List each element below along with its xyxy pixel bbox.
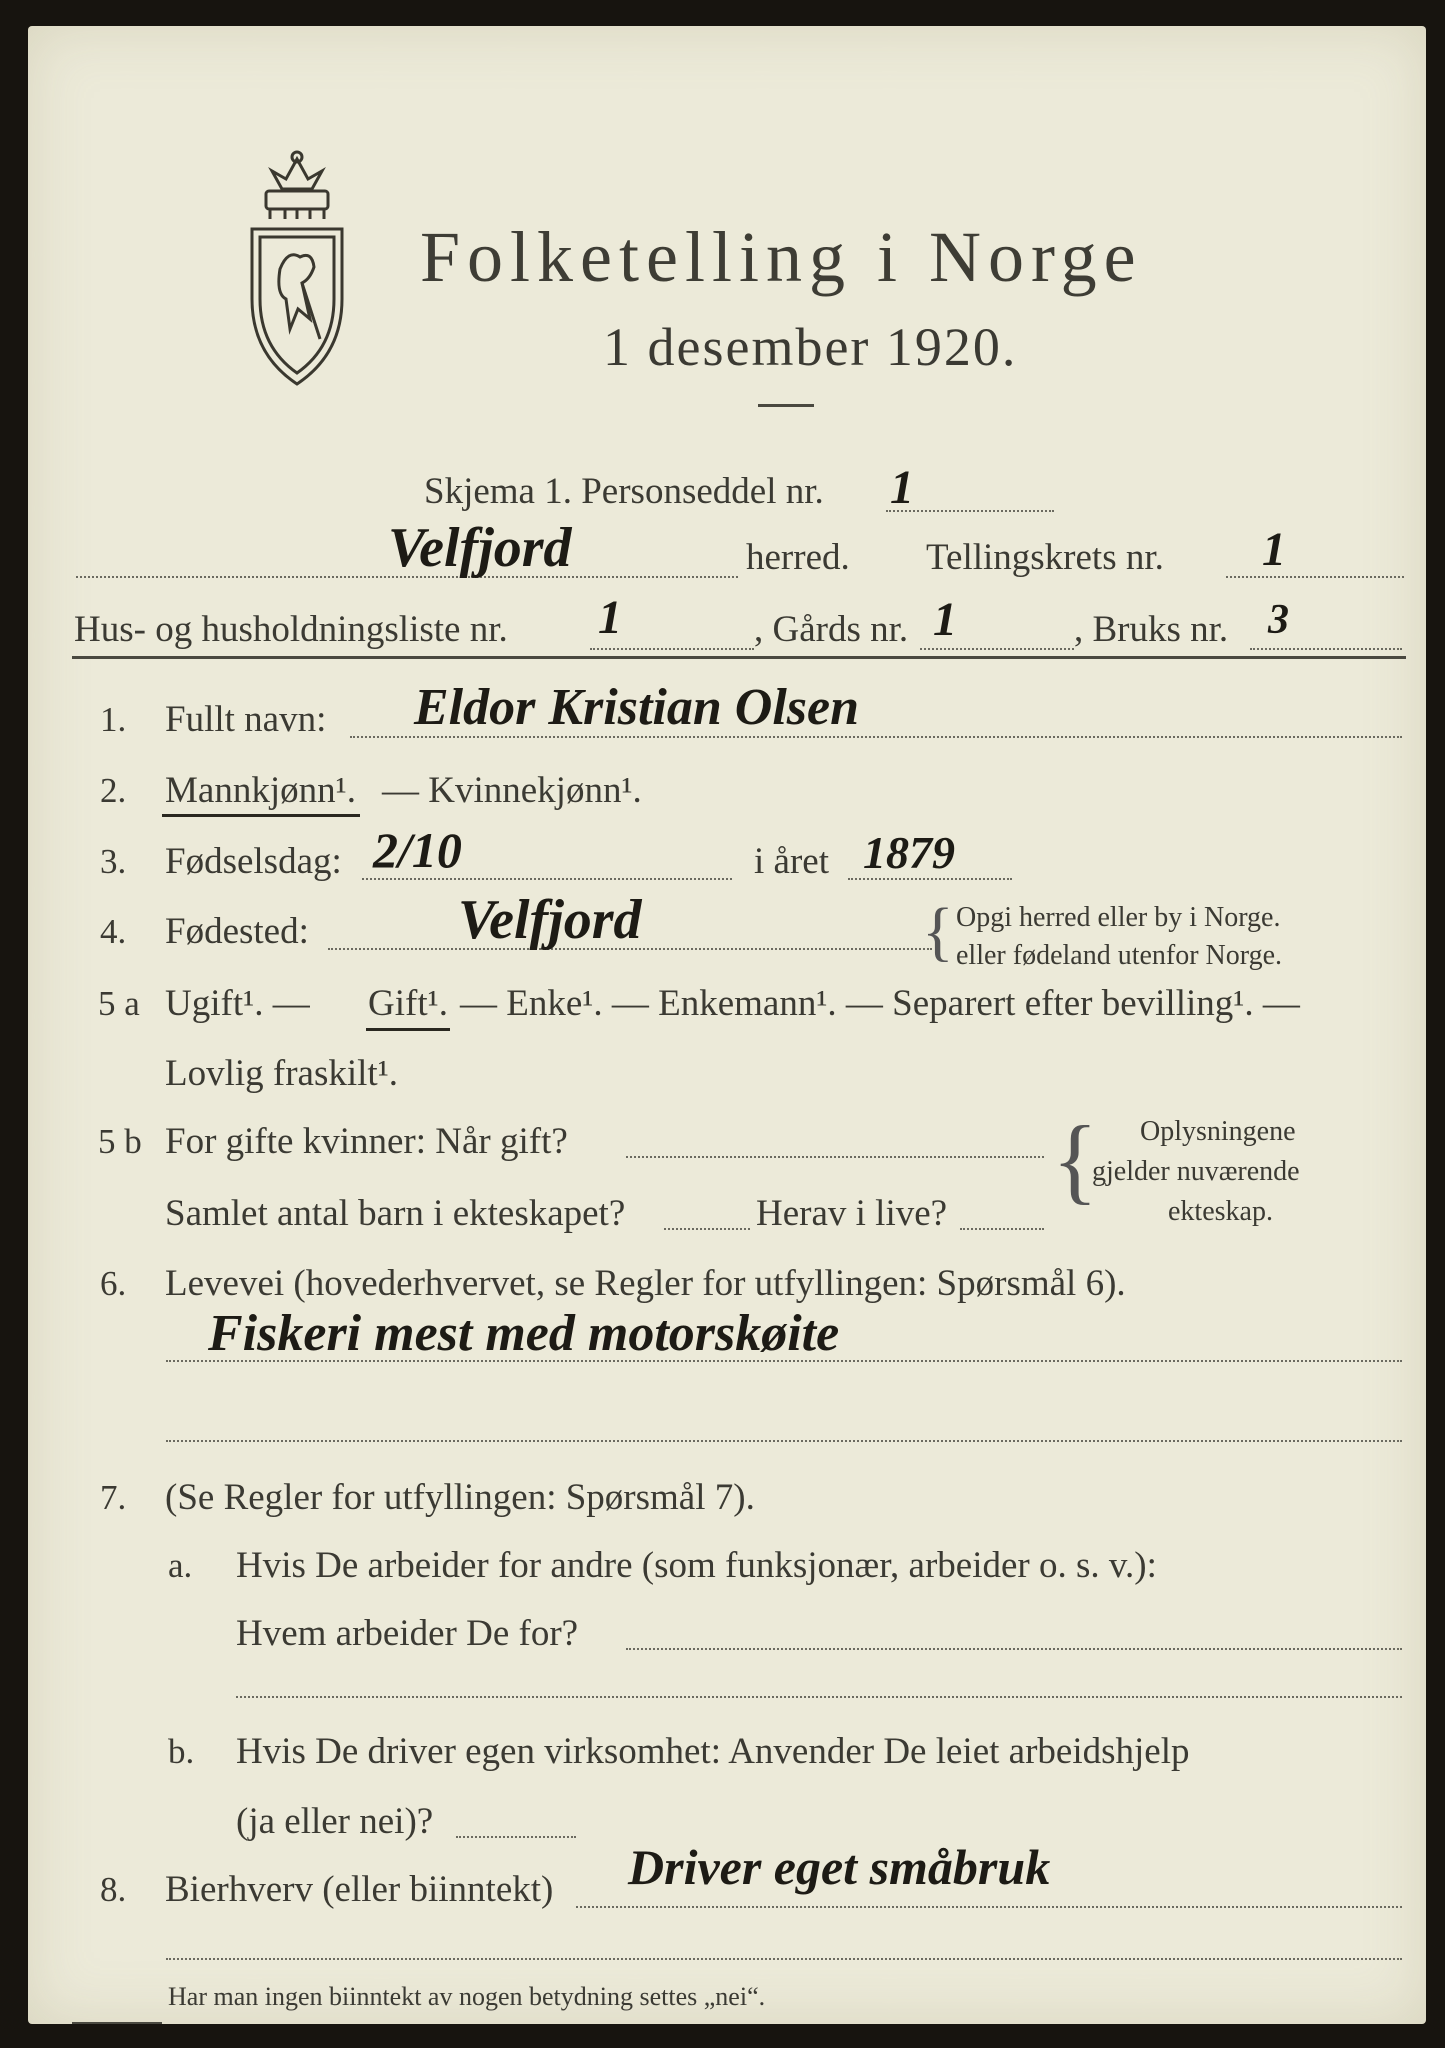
q2-male-underline xyxy=(162,814,360,817)
q4-brace: { xyxy=(922,895,954,968)
q6-number: 6. xyxy=(100,1264,127,1303)
q8-number: 8. xyxy=(100,1870,127,1909)
q7a-label2: Hvem arbeider De for? xyxy=(236,1613,579,1654)
q7a-label: Hvis De arbeider for andre (som funksjonær, arbeider o. s. v.): xyxy=(236,1545,1157,1586)
q2-number: 2. xyxy=(100,771,127,810)
title-divider xyxy=(758,404,814,407)
q4-label: Fødested: xyxy=(165,911,309,952)
q8-dotline xyxy=(576,1906,1402,1908)
q5b-brace: { xyxy=(1052,1106,1099,1213)
bruks-value: 3 xyxy=(1268,597,1289,643)
form-title: Folketelling i Norge xyxy=(420,217,1143,297)
footer-note: Har man ingen biinntekt av nogen betydning settes „nei“. xyxy=(168,1982,766,2011)
q5b-children-dotline xyxy=(664,1228,750,1230)
q5a-ugift-label: Ugift¹. — xyxy=(165,983,310,1024)
q2-female-label: — Kvinnekjønn¹. xyxy=(382,770,642,811)
q8-value-secondary-income: Driver eget småbruk xyxy=(628,1839,1051,1895)
bruks-label: , Bruks nr. xyxy=(1074,609,1229,650)
q7b-label: Hvis De driver egen virksomhet: Anvender De leiet arbeidshjelp xyxy=(236,1731,1190,1772)
footnote-rule xyxy=(72,2022,162,2024)
q3-value-birthdate: 2/10 xyxy=(373,822,462,878)
q7b-letter: b. xyxy=(168,1732,195,1771)
q7-number: 7. xyxy=(100,1478,127,1517)
q3-label: Fødselsdag: xyxy=(165,841,342,882)
q7-label: (Se Regler for utfyllingen: Spørsmål 7). xyxy=(165,1477,755,1518)
census-form-page xyxy=(28,26,1426,2024)
q6-dotline-2 xyxy=(166,1440,1402,1442)
q7b-label2: (ja eller nei)? xyxy=(236,1801,434,1842)
q5a-gift-label: Gift¹. xyxy=(368,983,448,1024)
census-date: 1 desember 1920. xyxy=(603,317,1018,377)
header-rule xyxy=(72,656,1406,659)
herred-value: Velfjord xyxy=(388,517,572,579)
skjema-value: 1 xyxy=(890,461,914,514)
norwegian-coat-of-arms-icon xyxy=(240,149,354,394)
skjema-label: Skjema 1. Personseddel nr. xyxy=(424,471,824,512)
q8-dotline-2 xyxy=(166,1958,1402,1960)
q5a-other-labels: — Enke¹. — Enkemann¹. — Separert efter bevilling¹. — xyxy=(460,983,1300,1024)
q5a-fraskilt-label: Lovlig fraskilt¹. xyxy=(165,1053,399,1094)
q1-number: 1. xyxy=(100,700,127,739)
hus-value: 1 xyxy=(598,591,622,644)
q4-note-line1: Opgi herred eller by i Norge. xyxy=(956,902,1281,933)
q1-label: Fullt navn: xyxy=(165,699,327,740)
q4-note-line2: eller fødeland utenfor Norge. xyxy=(956,940,1283,971)
gards-label: , Gårds nr. xyxy=(754,609,909,650)
hus-dotline xyxy=(590,648,754,650)
tellingskrets-dotline xyxy=(1226,576,1404,578)
q5b-label-children: Samlet antal barn i ekteskapet? xyxy=(165,1193,626,1234)
q5b-note-line1: Oplysningene xyxy=(1140,1116,1296,1147)
q7b-dotline xyxy=(456,1836,576,1838)
q4-number: 4. xyxy=(100,912,127,951)
q5b-alive-dotline xyxy=(960,1228,1044,1230)
q7a-dotline-1 xyxy=(626,1648,1402,1650)
q7a-letter: a. xyxy=(168,1546,193,1585)
q5b-label-when: For gifte kvinner: Når gift? xyxy=(165,1121,568,1162)
q5b-when-dotline xyxy=(626,1156,1044,1158)
q2-male-label: Mannkjønn¹. xyxy=(165,770,356,811)
herred-label: herred. xyxy=(746,537,850,578)
q1-value-fullname: Eldor Kristian Olsen xyxy=(414,679,860,736)
q5a-number: 5 a xyxy=(98,984,140,1023)
q3-year-label: i året xyxy=(754,841,829,882)
hus-label: Hus- og husholdningsliste nr. xyxy=(74,609,508,650)
q5b-note-line2: gjelder nuværende xyxy=(1092,1156,1300,1187)
bruks-dotline xyxy=(1250,648,1402,650)
tellingskrets-label: Tellingskrets nr. xyxy=(926,537,1164,578)
q6-label: Levevei (hovederhvervet, se Regler for utfyllingen: Spørsmål 6). xyxy=(165,1263,1126,1304)
q5b-number: 5 b xyxy=(98,1122,142,1161)
q6-value-occupation: Fiskeri mest med motorskøite xyxy=(208,1305,840,1362)
q7a-dotline-2 xyxy=(236,1696,1402,1698)
q3-year-value: 1879 xyxy=(863,827,955,878)
q5b-note-line3: ekteskap. xyxy=(1168,1196,1273,1227)
q8-label: Bierhverv (eller biinntekt) xyxy=(165,1869,554,1910)
q3-number: 3. xyxy=(100,842,127,881)
q4-value-birthplace: Velfjord xyxy=(458,889,642,951)
tellingskrets-value: 1 xyxy=(1262,523,1286,576)
gards-value: 1 xyxy=(933,593,957,646)
q5b-label-alive: Herav i live? xyxy=(756,1193,948,1234)
gards-dotline xyxy=(920,648,1074,650)
q5a-gift-underline xyxy=(366,1028,450,1031)
